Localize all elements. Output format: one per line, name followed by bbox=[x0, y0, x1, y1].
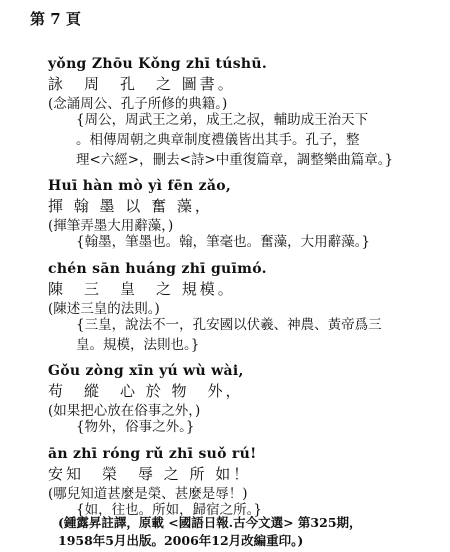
pinyin-line: ān zhī róng rǔ zhī suǒ rú! bbox=[48, 446, 257, 462]
note-line: 皇。規模，法則也。} bbox=[76, 337, 200, 353]
note-line: {三皇，說法不一，孔安國以伏羲、神農、黃帝爲三 bbox=[76, 317, 382, 333]
footer-citation-line: 1958年5月出版。2006年12月改編重印。) bbox=[58, 533, 304, 548]
pinyin-line: Huī hàn mò yì fēn zǎo, bbox=[48, 178, 232, 194]
pinyin-line: yǒng Zhōu Kǒng zhī túshū. bbox=[48, 56, 268, 72]
pinyin-line: Gǒu zòng xīn yú wù wài, bbox=[48, 363, 244, 379]
chinese-line: 安知 榮 辱 之 所 如！ bbox=[48, 465, 252, 483]
note-line: 。相傳周朝之典章制度禮儀皆出其手。孔子，整 bbox=[76, 132, 360, 148]
note-line: 理<六經>，刪去<詩>中重復篇章，調整樂曲篇章。} bbox=[76, 152, 394, 168]
translation-line: (揮筆弄墨大用辭藻，) bbox=[48, 218, 174, 234]
translation-line: (哪兒知道甚麼是榮、甚麼是辱！) bbox=[48, 486, 248, 502]
chinese-line: 揮 翰 墨 以 奮 藻， bbox=[48, 197, 213, 215]
translation-line: (念誦周公、孔子所修的典籍。) bbox=[48, 96, 228, 112]
note-line: {物外，俗事之外。} bbox=[76, 419, 195, 435]
chinese-line: 陳 三 皇 之 規模。 bbox=[48, 280, 236, 298]
chinese-line: 苟 縱 心 於 物 外， bbox=[48, 382, 244, 400]
note-line: {如，往也。所如，歸宿之所。} bbox=[76, 502, 262, 518]
chinese-line: 詠 周 孔 之 圖書。 bbox=[48, 75, 236, 93]
note-line: {周公，周武王之弟，成王之叔，輔助成王治天下 bbox=[76, 112, 369, 128]
note-line: {翰墨，筆墨也。翰，筆毫也。奮藻，大用辭藻。} bbox=[76, 234, 370, 250]
pinyin-line: chén sān huáng zhī guīmó. bbox=[48, 261, 267, 277]
translation-line: (陳述三皇的法則。) bbox=[48, 301, 160, 317]
translation-line: (如果把心放在俗事之外，) bbox=[48, 403, 201, 419]
page-label: 第 7 頁 bbox=[30, 10, 81, 28]
footer-citation-line: (鍾露昇註譯，原載 <國語日報.古今文選> 第325期， bbox=[58, 515, 362, 530]
